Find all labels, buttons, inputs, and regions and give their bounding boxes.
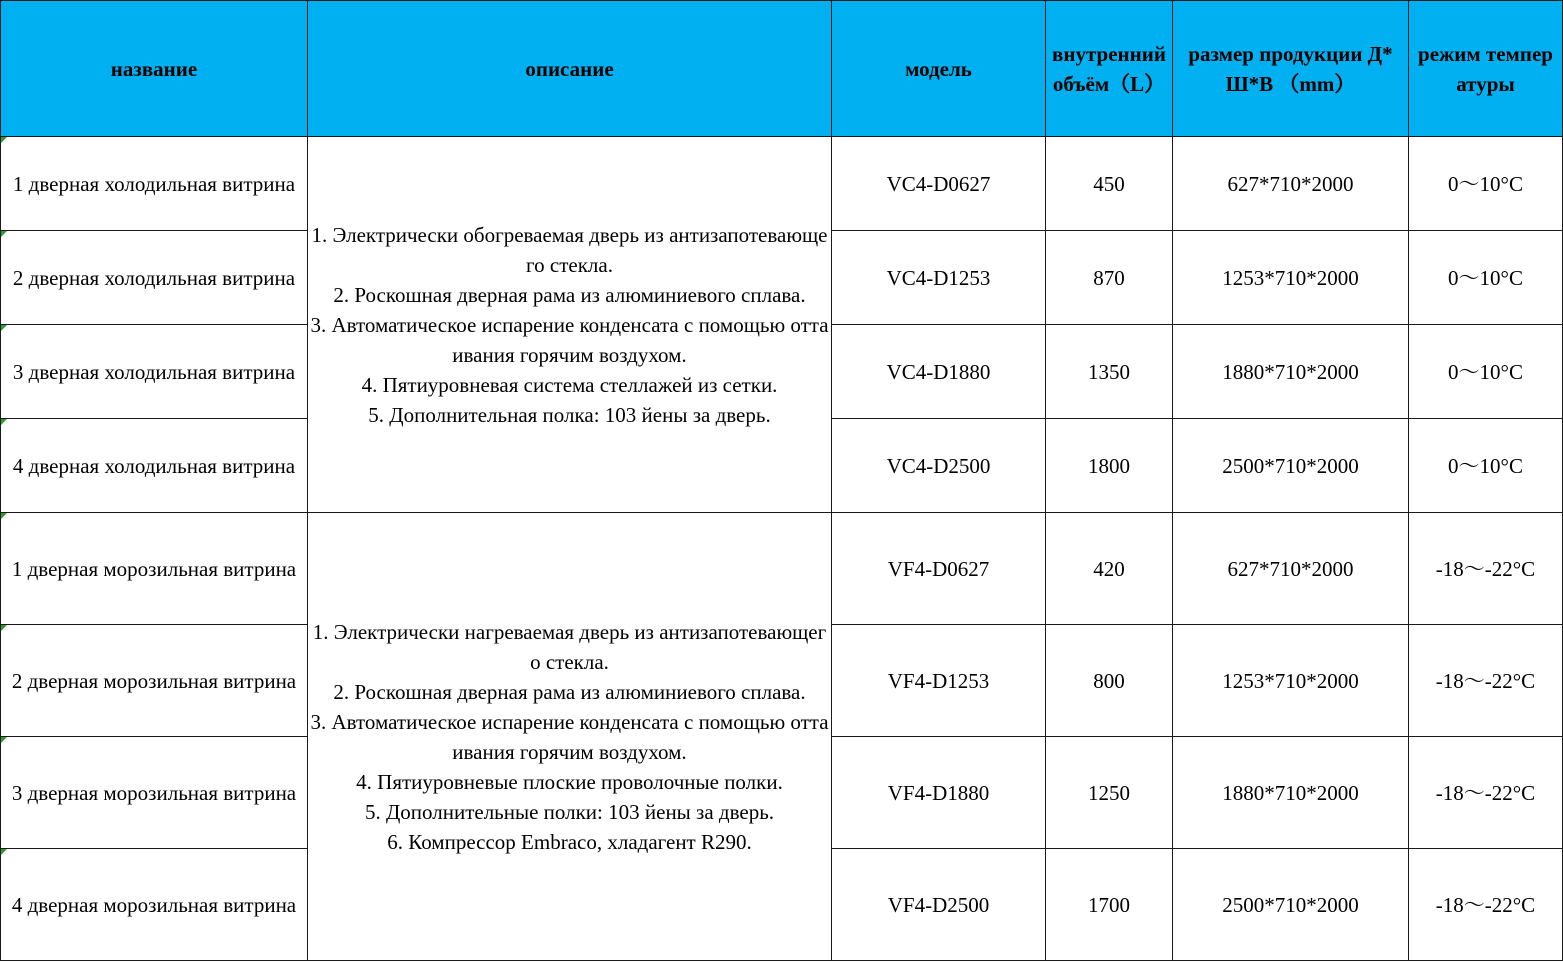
model-cell: VF4-D1880 (832, 737, 1046, 849)
temperature-cell: -18～-22°C (1409, 513, 1563, 625)
volume-cell: 870 (1046, 231, 1173, 325)
model-cell: VF4-D2500 (832, 849, 1046, 961)
table-row (1, 513, 1563, 625)
header-row (1, 1, 1563, 137)
description-line: 3. Автоматическое испарение конденсата с помощью оттаивания горячим воздухом. (310, 709, 829, 764)
size-cell: 627*710*2000 (1173, 137, 1409, 231)
size-cell: 1880*710*2000 (1173, 737, 1409, 849)
model-cell: VC4-D1880 (832, 325, 1046, 419)
model-cell: VC4-D0627 (832, 137, 1046, 231)
product-name-cell: 2 дверная холодильная витрина (1, 231, 308, 325)
description-line: 1. Электрически нагреваемая дверь из антизапотевающего стекла. (312, 619, 827, 674)
model-cell: VC4-D1253 (832, 231, 1046, 325)
temperature-cell: -18～-22°C (1409, 737, 1563, 849)
product-name-cell: 3 дверная холодильная витрина (1, 325, 308, 419)
header-model: модель (832, 1, 1046, 137)
volume-cell: 1700 (1046, 849, 1173, 961)
product-name-cell: 2 дверная морозильная витрина (1, 625, 308, 737)
temperature-cell: -18～-22°C (1409, 849, 1563, 961)
description-line: 2. Роскошная дверная рама из алюминиевого сплава. (333, 679, 806, 704)
description-line: 5. Дополнительная полка: 103 йены за дверь. (368, 402, 771, 427)
header-name: название (1, 1, 308, 137)
volume-cell: 1250 (1046, 737, 1173, 849)
size-cell: 2500*710*2000 (1173, 849, 1409, 961)
description-cell (308, 513, 832, 961)
table-row (1, 137, 1563, 231)
temperature-cell: 0～10°C (1409, 231, 1563, 325)
volume-cell: 1800 (1046, 419, 1173, 513)
description-line: 6. Компрессор Embraco, хладагент R290. (387, 829, 752, 854)
description-line: 3. Автоматическое испарение конденсата с помощью оттаивания горячим воздухом. (310, 312, 829, 367)
product-name-cell: 1 дверная холодильная витрина (1, 137, 308, 231)
temperature-cell: 0～10°C (1409, 137, 1563, 231)
product-name-cell: 1 дверная морозильная витрина (1, 513, 308, 625)
description-line: 4. Пятиуровневые плоские проволочные полки. (356, 769, 783, 794)
header-temperature: режим температуры (1409, 1, 1563, 137)
description-line: 1. Электрически обогреваемая дверь из антизапотевающего стекла. (311, 222, 828, 277)
product-name-cell: 4 дверная холодильная витрина (1, 419, 308, 513)
size-cell: 1253*710*2000 (1173, 231, 1409, 325)
volume-cell: 450 (1046, 137, 1173, 231)
description-cell (308, 137, 832, 513)
volume-cell: 420 (1046, 513, 1173, 625)
temperature-cell: -18～-22°C (1409, 625, 1563, 737)
size-cell: 627*710*2000 (1173, 513, 1409, 625)
temperature-cell: 0～10°C (1409, 419, 1563, 513)
temperature-cell: 0～10°C (1409, 325, 1563, 419)
header-description: описание (308, 1, 832, 137)
size-cell: 1253*710*2000 (1173, 625, 1409, 737)
model-cell: VF4-D1253 (832, 625, 1046, 737)
description-line: 2. Роскошная дверная рама из алюминиевого сплава. (333, 282, 806, 307)
volume-cell: 1350 (1046, 325, 1173, 419)
description-line: 5. Дополнительные полки: 103 йены за дверь. (364, 799, 775, 824)
description-line: 4. Пятиуровневая система стеллажей из сетки. (361, 372, 778, 397)
product-name-cell: 3 дверная морозильная витрина (1, 737, 308, 849)
volume-cell: 800 (1046, 625, 1173, 737)
model-cell: VC4-D2500 (832, 419, 1046, 513)
size-cell: 1880*710*2000 (1173, 325, 1409, 419)
model-cell: VF4-D0627 (832, 513, 1046, 625)
size-cell: 2500*710*2000 (1173, 419, 1409, 513)
product-name-cell: 4 дверная морозильная витрина (1, 849, 308, 961)
header-volume: внутренний объём（L） (1046, 1, 1173, 137)
header-size: размер продукции Д*Ш*В （mm） (1173, 1, 1409, 137)
